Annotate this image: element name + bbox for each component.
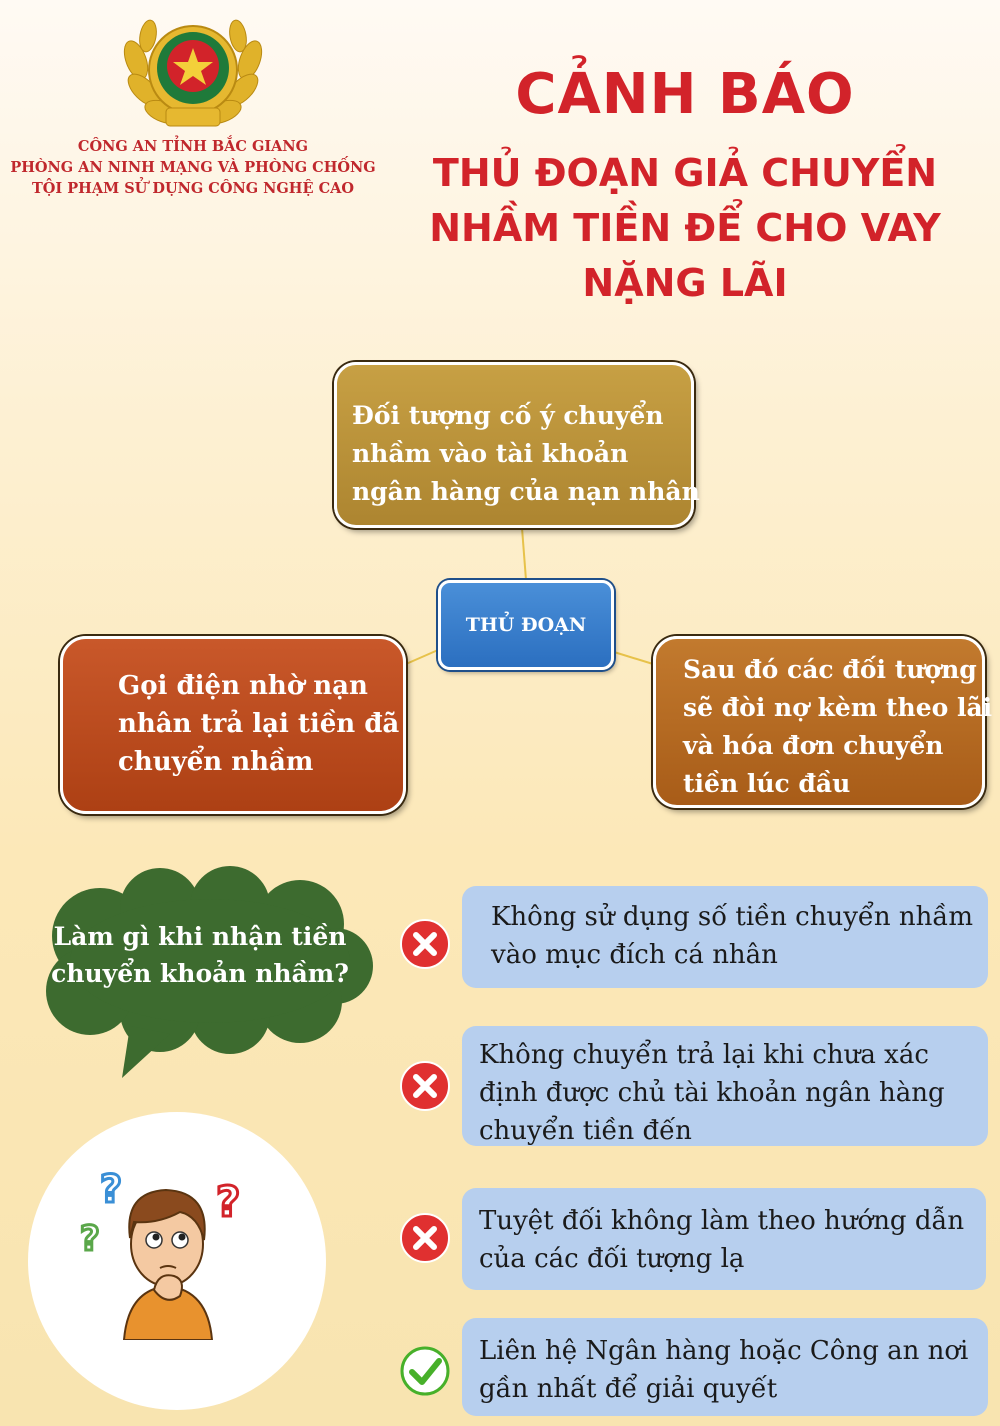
confused-person-icon: [62, 1140, 272, 1340]
subtitle-line: THỦ ĐOẠN GIẢ CHUYỂN: [432, 151, 938, 195]
warning-title: CẢNH BÁO: [515, 62, 855, 127]
box-line: và hóa đơn chuyển: [683, 731, 944, 760]
tip-item: [462, 1318, 988, 1416]
tip-line: của các đối tượng lạ: [479, 1244, 745, 1274]
box-line: chuyển nhầm: [118, 747, 314, 777]
tip-line: vào mục đích cá nhân: [491, 940, 778, 970]
question-text: [40, 918, 360, 992]
cross-icon: [399, 1060, 451, 1112]
tip-line: chuyển tiền đến: [479, 1116, 692, 1146]
svg-text:?: ?: [100, 1167, 123, 1211]
svg-text:?: ?: [80, 1219, 100, 1259]
subtitle-line: NẶNG LÃI: [582, 261, 788, 305]
tip-line: Liên hệ Ngân hàng hoặc Công an nơi: [479, 1336, 969, 1366]
tip-item: [462, 1026, 988, 1146]
box-line: tiền lúc đầu: [683, 769, 851, 798]
subtitle-line: NHẦM TIỀN ĐỂ CHO VAY: [429, 206, 941, 250]
tip-line: Không chuyển trả lại khi chưa xác: [479, 1040, 929, 1070]
org-line: CÔNG AN TỈNH BẮC GIANG: [77, 138, 309, 155]
tip-line: gần nhất để giải quyết: [479, 1374, 778, 1404]
tip-line: Tuyệt đối không làm theo hướng dẫn: [479, 1206, 965, 1236]
tip-line: định được chủ tài khoản ngân hàng: [479, 1078, 945, 1108]
cross-icon: [399, 1212, 451, 1264]
box-line: Đối tượng cố ý chuyển: [352, 401, 664, 430]
question-line: Làm gì khi nhận tiền: [53, 922, 347, 951]
box-line: ngân hàng của nạn nhân: [352, 477, 700, 506]
method-step-call: [60, 636, 406, 814]
box-line: Sau đó các đối tượng: [683, 655, 977, 684]
svg-text:?: ?: [216, 1177, 241, 1226]
method-step-debt: [653, 636, 993, 808]
question-line: chuyển khoản nhầm?: [51, 959, 349, 988]
method-step-transfer: [334, 362, 700, 528]
tip-item: [462, 886, 988, 988]
method-center-label: THỦ ĐOẠN: [438, 580, 614, 670]
tip-line: Không sử dụng số tiền chuyển nhầm: [491, 902, 973, 932]
box-line: nhầm vào tài khoản: [352, 439, 629, 468]
org-line: TỘI PHẠM SỬ DỤNG CÔNG NGHỆ CAO: [32, 180, 354, 197]
cross-icon: [399, 918, 451, 970]
box-line: nhân trả lại tiền đã: [118, 709, 400, 739]
check-icon: [399, 1345, 451, 1397]
org-line: PHÒNG AN NINH MẠNG VÀ PHÒNG CHỐNG: [10, 159, 376, 176]
box-line: Gọi điện nhờ nạn: [118, 671, 368, 701]
tip-item: [462, 1188, 986, 1290]
box-line: sẽ đòi nợ kèm theo lãi: [683, 693, 993, 722]
